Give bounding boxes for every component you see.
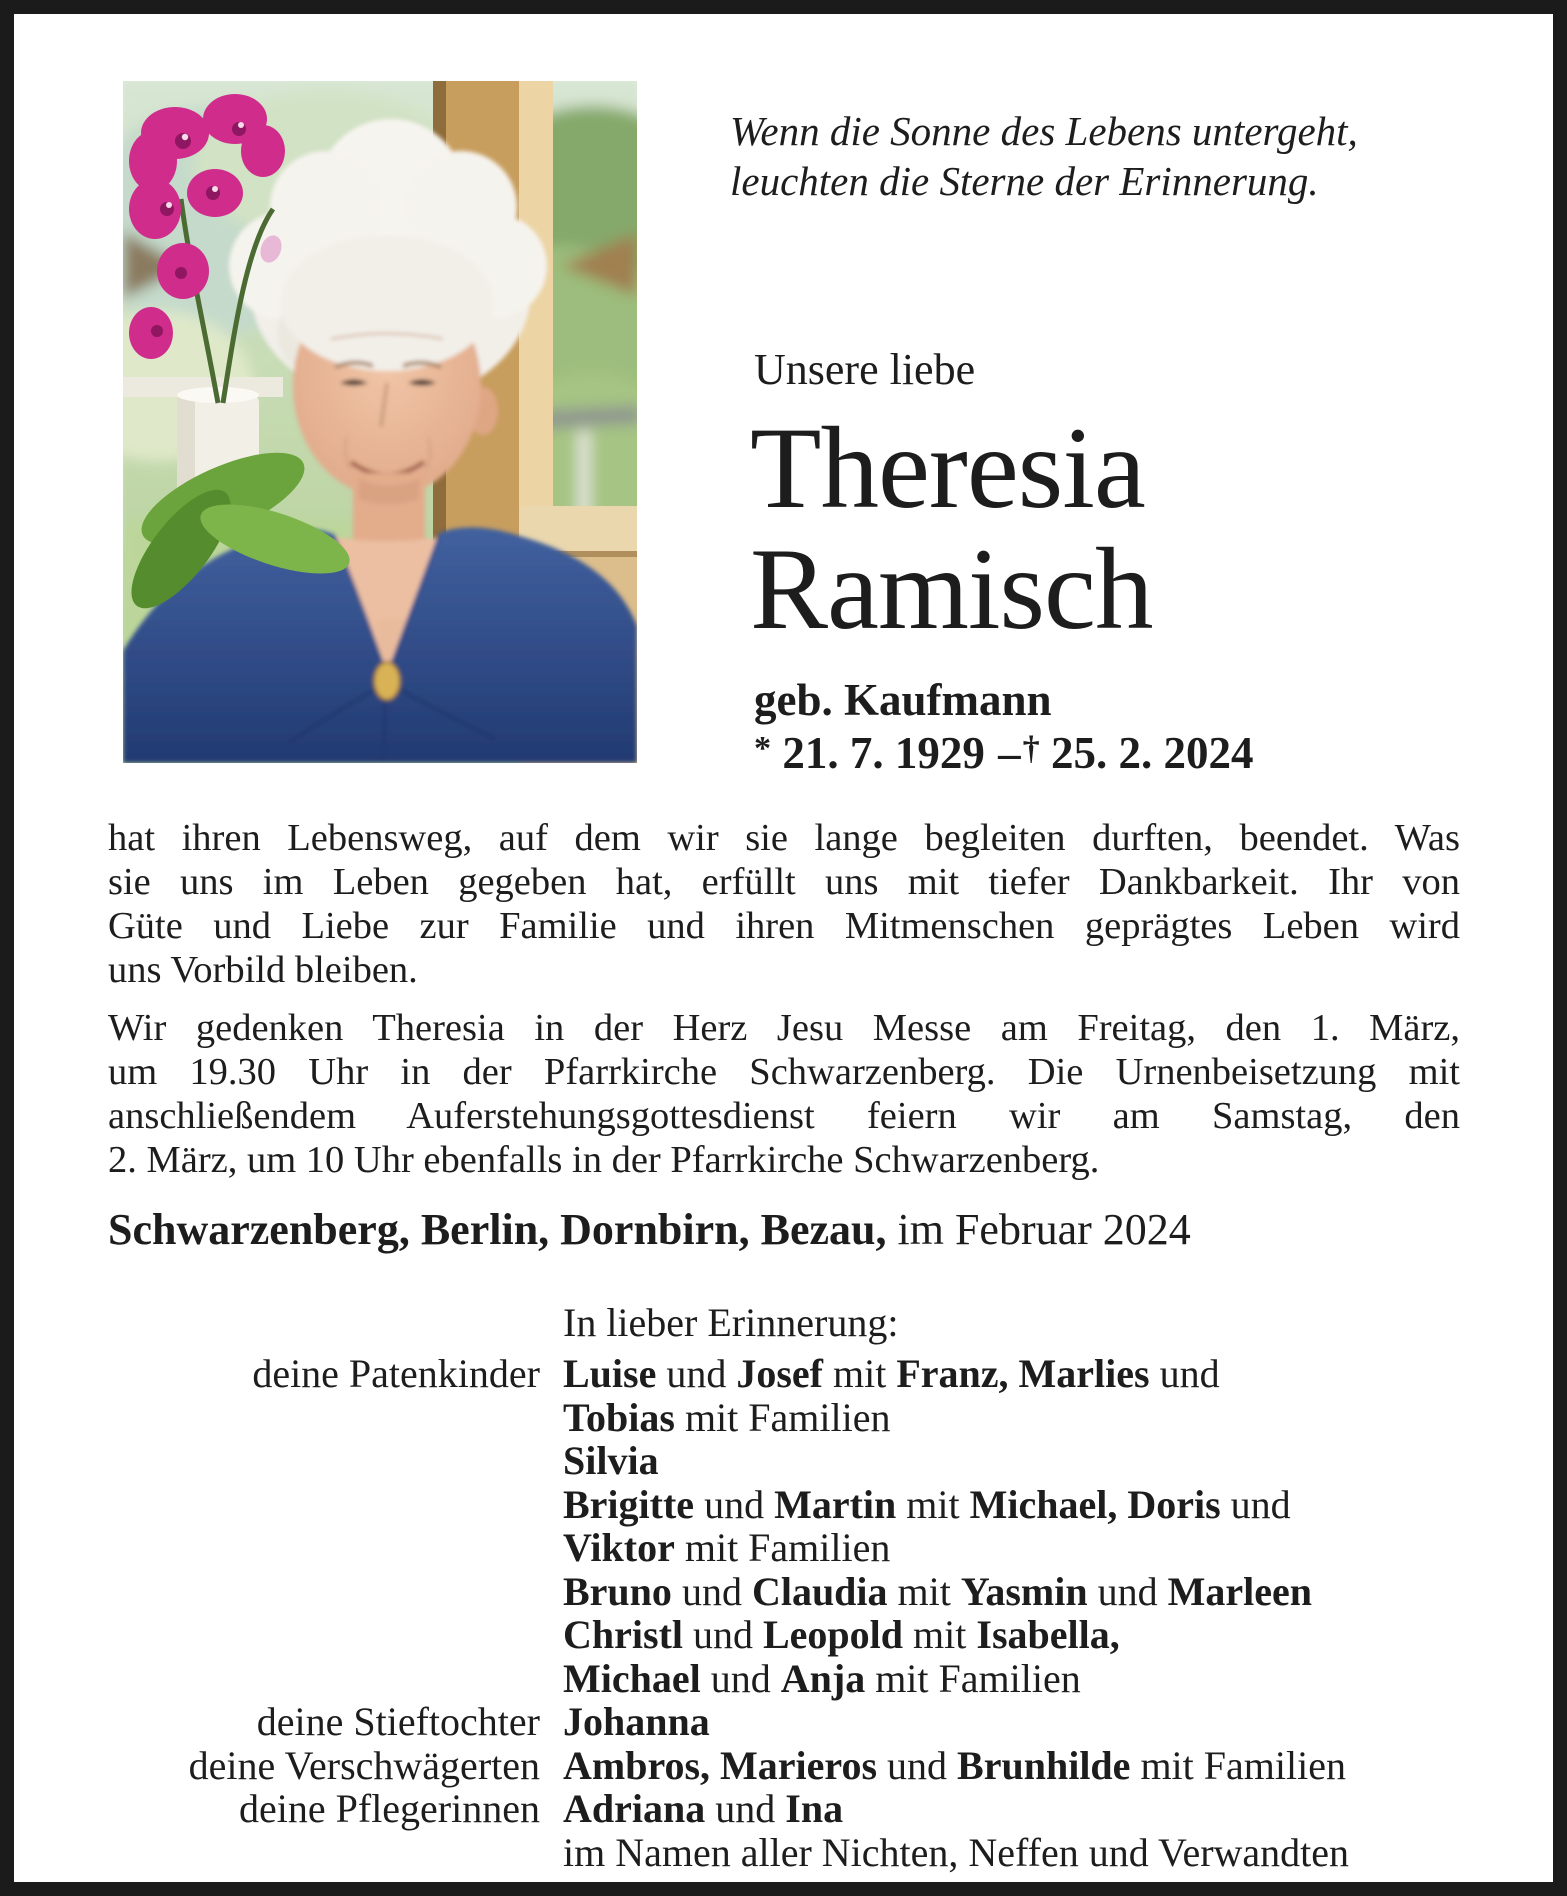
- text-segment: mit Familien: [1130, 1742, 1346, 1788]
- text-line: 2. März, um 10 Uhr ebenfalls in der Pfarrkirche Schwarzenberg.: [108, 1139, 1100, 1181]
- name-segment: Ambros, Marieros: [563, 1742, 878, 1788]
- name-segment: Anja: [780, 1655, 866, 1701]
- name-segment: Isabella,: [976, 1612, 1120, 1657]
- memorial-names: [563, 1657, 1488, 1701]
- relation-label: [108, 1831, 540, 1875]
- memorial-names: [563, 1831, 1488, 1875]
- text-segment: mit: [903, 1612, 977, 1657]
- dates-separator: –: [998, 728, 1021, 779]
- name-segment: Martin: [774, 1481, 897, 1527]
- text-line: hat ihren Lebensweg, auf dem wir sie lange begleiten durften, beendet. Was: [108, 817, 1460, 859]
- memorial-names: [563, 1744, 1488, 1788]
- name-segment: Christl: [563, 1612, 683, 1657]
- memorial-row: [108, 1657, 1488, 1701]
- memorial-names: [563, 1570, 1488, 1614]
- name-segment: Claudia: [751, 1568, 888, 1614]
- name-segment: Adriana: [563, 1786, 706, 1831]
- life-dates: [754, 724, 1253, 778]
- memorial-row: [108, 1352, 1488, 1396]
- name-segment: Johanna: [563, 1699, 710, 1744]
- obituary-paragraph-1: [108, 816, 1460, 992]
- text-line: leuchten die Sterne der Erinnerung.: [730, 158, 1319, 204]
- deceased-name: [750, 404, 1153, 654]
- memorial-list: [108, 1352, 1488, 1874]
- memorial-row: [108, 1439, 1488, 1483]
- memorial-heading: In lieber Erinnerung:: [563, 1300, 899, 1345]
- name-segment: Leopold: [763, 1612, 904, 1657]
- name-segment: Luise: [563, 1351, 657, 1396]
- relation-label: [108, 1613, 540, 1657]
- relation-label: deine Verschwägerten: [188, 1742, 540, 1788]
- name-segment: Viktor: [563, 1525, 675, 1570]
- text-segment: mit: [896, 1481, 970, 1527]
- memorial-names: [563, 1526, 1488, 1570]
- memorial-names: [563, 1787, 1488, 1831]
- memorial-names: [563, 1396, 1488, 1440]
- memorial-names: [563, 1700, 1488, 1744]
- memorial-row: [108, 1396, 1488, 1440]
- memorial-row: [108, 1700, 1488, 1744]
- text-segment: und: [700, 1655, 781, 1701]
- text-segment: und: [877, 1742, 958, 1788]
- death-date: 25. 2. 2024: [1050, 728, 1254, 779]
- epigraph: [730, 106, 1358, 206]
- relation-label: deine Stieftochter: [256, 1699, 540, 1744]
- text-segment: im Namen aller Nichten, Neffen und Verwandten: [563, 1829, 1350, 1875]
- relation-label: deine Pflegerinnen: [239, 1786, 540, 1831]
- maiden-name: geb. Kaufmann: [754, 675, 1052, 725]
- text-line: anschließendem Auferstehungsgottesdienst feiern wir am Samstag, den: [108, 1095, 1460, 1137]
- memorial-row: [108, 1483, 1488, 1527]
- name-segment: Bruno: [563, 1568, 672, 1614]
- memorial-names: [563, 1483, 1488, 1527]
- text-line: uns Vorbild bleiben.: [108, 949, 418, 991]
- text-line: Güte und Liebe zur Familie und ihren Mitmenschen geprägtes Leben wird: [108, 905, 1460, 947]
- name-segment: Marleen: [1167, 1568, 1312, 1614]
- memorial-row: [108, 1613, 1488, 1657]
- text-segment: und: [1087, 1568, 1168, 1614]
- relation-label: [108, 1570, 540, 1614]
- name-segment: Josef: [736, 1351, 823, 1396]
- name-segment: Yasmin: [960, 1568, 1088, 1614]
- text-segment: und: [705, 1786, 786, 1831]
- text-line: Theresia: [750, 404, 1145, 533]
- portrait-photo: [123, 81, 637, 763]
- closing-line: [108, 1206, 1191, 1254]
- name-segment: Tobias: [563, 1394, 675, 1440]
- memorial-row: [108, 1570, 1488, 1614]
- memorial-names: [563, 1439, 1488, 1483]
- name-segment: Michael: [563, 1655, 701, 1701]
- closing-places: Schwarzenberg, Berlin, Dornbirn, Bezau,: [108, 1205, 887, 1254]
- relation-label: [108, 1396, 540, 1440]
- closing-date: im Februar 2024: [897, 1205, 1191, 1254]
- text-segment: mit Familien: [674, 1394, 891, 1440]
- text-segment: mit: [887, 1568, 961, 1614]
- relation-label: [108, 1657, 540, 1701]
- text-segment: mit Familien: [674, 1525, 891, 1570]
- memorial-row: [108, 1526, 1488, 1570]
- text-segment: und: [671, 1568, 752, 1614]
- memorial-names: [563, 1352, 1488, 1396]
- memorial-row: [108, 1744, 1488, 1788]
- text-segment: und: [683, 1612, 763, 1657]
- obituary-paragraph-2: [108, 1006, 1460, 1182]
- memorial-names: [563, 1613, 1488, 1657]
- memorial-row: [108, 1831, 1488, 1875]
- text-segment: und: [656, 1351, 737, 1396]
- text-segment: mit: [823, 1351, 897, 1396]
- text-line: um 19.30 Uhr in der Pfarrkirche Schwarzenberg. Die Urnenbeisetzung mit: [108, 1051, 1460, 1093]
- text-line: Wir gedenken Theresia in der Herz Jesu Messe am Freitag, den 1. März,: [108, 1007, 1460, 1049]
- text-segment: mit Familien: [865, 1655, 1081, 1701]
- relation-label: [108, 1483, 540, 1527]
- name-segment: Franz, Marlies: [896, 1351, 1150, 1396]
- name-segment: Silvia: [563, 1438, 659, 1483]
- text-segment: und: [1220, 1481, 1291, 1527]
- text-segment: und: [694, 1481, 775, 1527]
- text-line: sie uns im Leben gegeben hat, erfüllt uns mit tiefer Dankbarkeit. Ihr von: [108, 861, 1460, 903]
- name-segment: Michael, Doris: [969, 1481, 1221, 1527]
- text-line: Ramisch: [750, 525, 1153, 654]
- portrait-photo-art: [123, 81, 637, 763]
- death-dagger-icon: †: [1022, 730, 1040, 767]
- relation-label: [108, 1439, 540, 1483]
- name-segment: Brigitte: [563, 1481, 695, 1527]
- text-line: Wenn die Sonne des Lebens untergeht,: [730, 108, 1358, 154]
- text-segment: und: [1149, 1351, 1220, 1396]
- memorial-row: [108, 1787, 1488, 1831]
- name-segment: Ina: [785, 1786, 844, 1831]
- birth-star-icon: *: [754, 730, 772, 767]
- relation-label: [108, 1526, 540, 1570]
- birth-date: 21. 7. 1929: [782, 728, 985, 779]
- name-segment: Brunhilde: [957, 1742, 1131, 1788]
- relation-label: deine Patenkinder: [252, 1351, 540, 1396]
- intro-line: Unsere liebe: [754, 345, 976, 394]
